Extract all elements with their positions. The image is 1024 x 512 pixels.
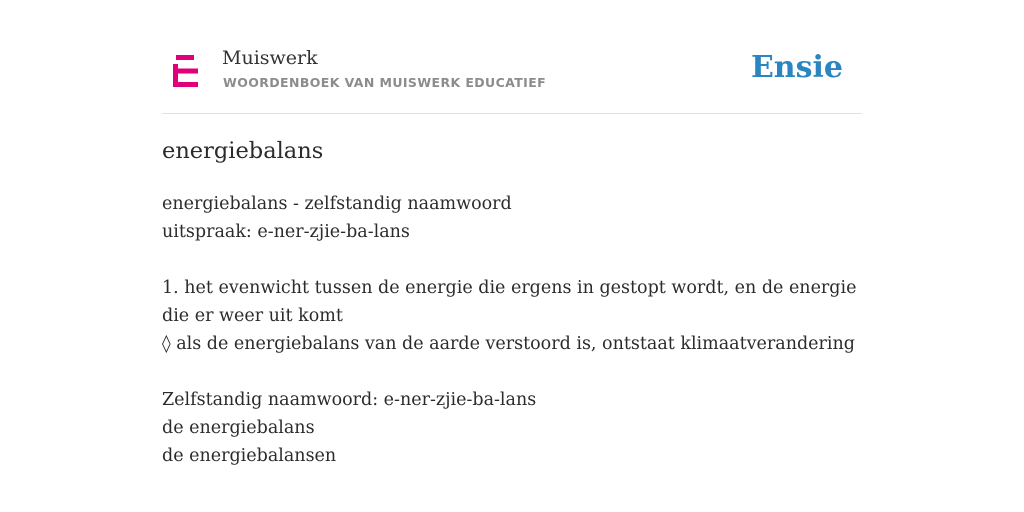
entry-headline: energiebalans - zelfstandig naamwoord [162, 194, 512, 214]
grammar-heading: Zelfstandig naamwoord: e-ner-zjie-ba-lans [162, 390, 537, 410]
plural-form: de energiebalansen [162, 446, 337, 466]
example-sentence: ◊ als de energiebalans van de aarde verstoord is, ontstaat klimaatverandering [162, 334, 855, 354]
page-title: energiebalans [162, 138, 324, 164]
blank-line [162, 246, 862, 274]
brand-subtitle: WOORDENBOEK VAN MUISWERK EDUCATIEF [223, 75, 547, 90]
pronunciation: uitspraak: e-ner-zjie-ba-lans [162, 222, 410, 242]
muiswerk-logo-icon[interactable] [172, 54, 200, 88]
blank-line [162, 358, 862, 386]
definition: 1. het evenwicht tussen de energie die ergens in gestopt wordt, en de energie die er weer uit komt [162, 278, 857, 326]
entry-body [162, 190, 862, 470]
singular-form: de energiebalans [162, 418, 315, 438]
site-header [162, 40, 862, 114]
brand-name[interactable]: Muiswerk [222, 47, 318, 69]
ensie-logo[interactable]: Ensie [750, 50, 843, 85]
